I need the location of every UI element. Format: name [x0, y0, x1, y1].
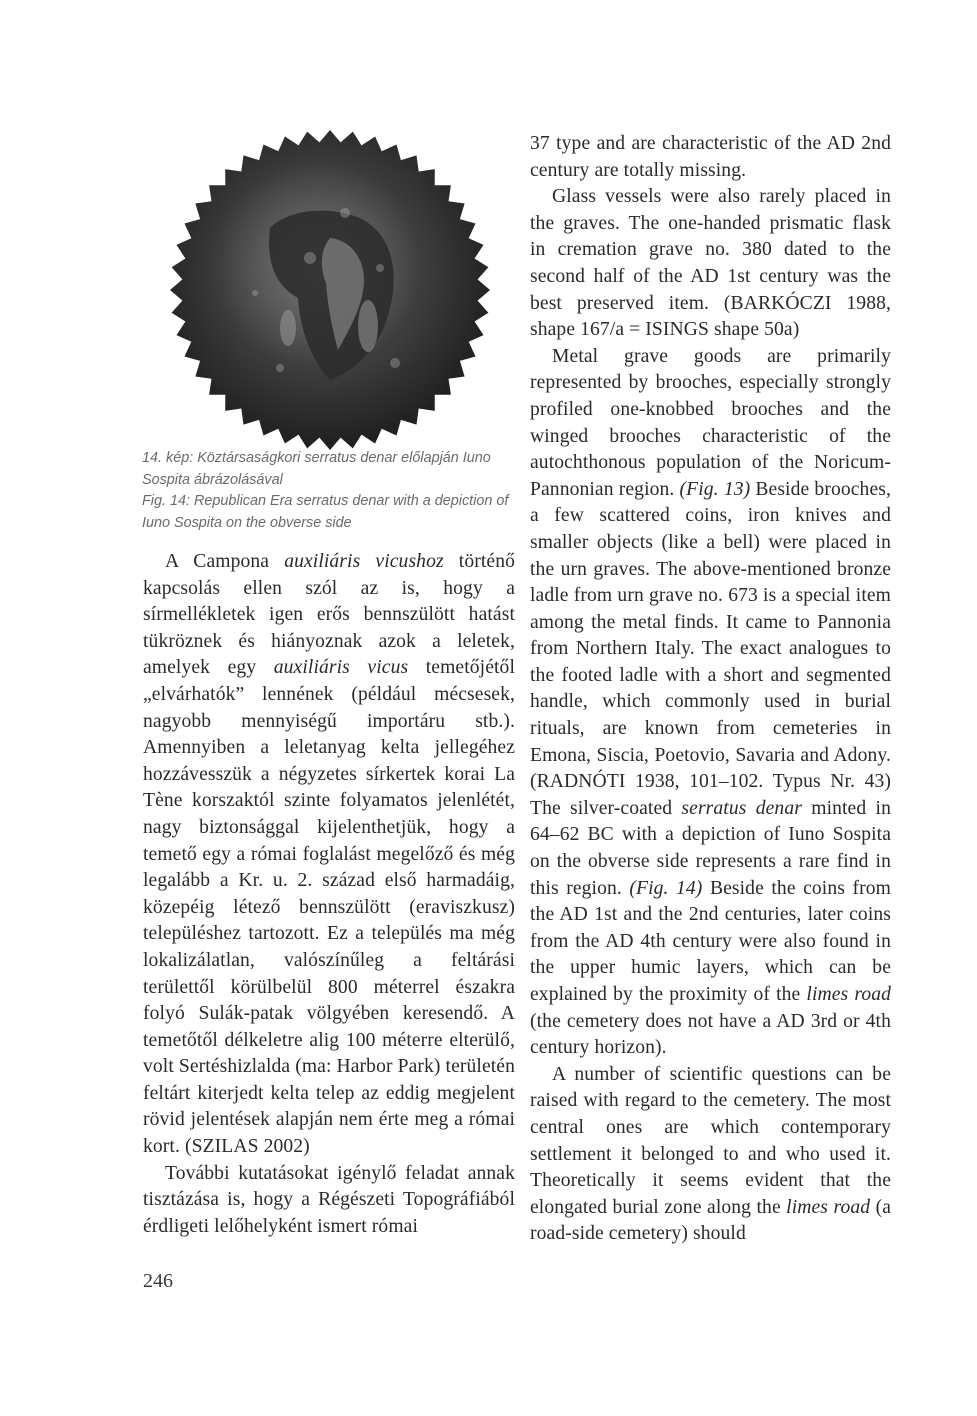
- text-run: Metal grave goods are primarily represented by brooches, especially strongly profiled one-knobbed brooches and the winged brooches characteristic of the autochthonous population of the Noricum-Pannonian region.: [530, 345, 891, 500]
- page-number: 246: [143, 1270, 173, 1292]
- text-run: A Campona: [165, 551, 285, 572]
- text-run: Beside brooches, a few scattered coins, iron knives and smaller objects (like a bell) were placed in the urn graves. The above-mentioned bronze ladle from urn grave no. 673 is a special item among the metal finds. It came to Pannonia from Northern Italy. The exact analogues to the footed ladle with a short and segmented handle, which commonly used in burial rituals, are known from cemeteries in Emona, Siscia, Poetovio, Savaria and Adony. (RADNÓTI 1938, 101–102. Typus Nr. 43) The silver-coated: [530, 478, 891, 819]
- coin-figure: [160, 118, 500, 458]
- left-paragraph-1: [143, 549, 515, 1161]
- caption-hungarian: 14. kép: Köztársaságkori serratus denar előlapján Iuno Sospita ábrázolásával: [142, 450, 491, 488]
- left-column: [143, 549, 515, 1240]
- text-run: történő kapcsolás ellen szól az is, hogy a sírmellékletek igen erős bennszülött hatást tükröznek és hiányoznak azok a leletek, amelyek egy: [143, 551, 515, 679]
- italic-term: limes road: [806, 984, 892, 1005]
- italic-term: limes road: [786, 1196, 871, 1218]
- text-run: (the cemetery does not have a AD 3rd or 4th century horizon).: [530, 1010, 891, 1059]
- right-paragraph-4: [530, 1062, 891, 1248]
- coin-photo-icon: [160, 118, 500, 458]
- text-run: temetőjétől „elvárhatók” lennének (például mécsesek, nagyobb mennyiségű importáru stb.). Amennyiben a leletanyag kelta jellegéhez hozzávesszük a négyzetes sírkertek korai La Tène korszaktól szinte folyamatos jelenlétét, nagy biztonsággal kijelenthetjük, hogy a temető egy a római foglalást megelőző és még legalább a Kr. u. 2. század első harmadáig, közepéig létező bennszülött (eraviszkusz) településhez tartozott. Ez a település ma még lokalizálatlan, valószínűleg a feltárási területtől körülbelül 800 méterrel északra folyó Sulák-patak völgyében keresendő. A temetőtől délkeletre alig 100 méterre elterülő, volt Sertéshizlalda (ma: Harbor Park) területén feltárt kiterjedt kelta telep az eddig megjelent rövid jelentések alapján nem érte meg a római kort. (SZILAS 2002): [143, 657, 515, 1158]
- right-paragraph-2: Glass vessels were also rarely placed in the graves. The one-handed prismatic flask in cremation grave no. 380 dated to the second half of the AD 1st century was the best preserved item. (BARKÓCZI 1988, shape 167/a = ISINGS shape 50a): [530, 186, 891, 341]
- figure-caption: [142, 448, 512, 534]
- italic-term: auxiliáris vicus: [273, 657, 409, 679]
- text-run: (a road-side cemetery) should: [530, 1196, 892, 1245]
- text-run: A number of scientific questions can be raised with regard to the cemetery. The most central ones are which contemporary settlement it belonged to and who used it. Theoretically it seems evident that the elongated burial zone along the: [530, 1063, 891, 1218]
- right-paragraph-1: 37 type and are characteristic of the AD 2nd century are totally missing.: [530, 133, 891, 181]
- left-paragraph-2: További kutatásokat igénylő feladat annak tisztázása is, hogy a Régészeti Topográfiából érdligeti lelőhelyként ismert római: [143, 1162, 515, 1237]
- text-run: Beside the coins from the AD 1st and the 2nd centuries, later coins from the AD 4th century were also found in the upper humic layers, which can be explained by the proximity of the: [530, 877, 891, 1005]
- right-paragraph-3: [530, 344, 891, 1062]
- caption-english: Fig. 14: Republican Era serratus denar with a depiction of Iuno Sospita on the obverse side: [142, 493, 509, 531]
- text-run: minted in 64–62 BC with a depiction of Iuno Sospita on the obverse side represents a rare find in this region.: [530, 797, 891, 899]
- italic-term: serratus denar: [681, 797, 802, 819]
- figure-reference: (Fig. 13): [679, 478, 751, 500]
- figure-reference: (Fig. 14): [629, 877, 703, 899]
- right-column: [530, 131, 891, 1248]
- italic-term: auxiliáris vicushoz: [284, 551, 444, 572]
